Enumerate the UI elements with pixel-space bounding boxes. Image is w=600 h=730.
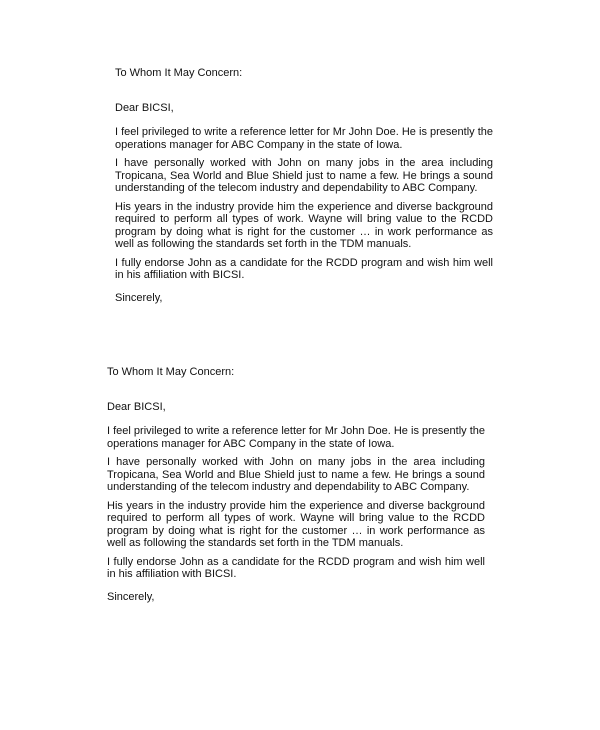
addressee-line: To Whom It May Concern: <box>107 366 235 378</box>
paragraph-endorsement: I fully endorse John as a candidate for the RCDD program and wish him well in his affiliation with BICSI. <box>115 256 493 281</box>
paragraph-introduction: I feel privileged to write a reference letter for Mr John Doe. He is presently the operations manager for ABC Company in the state of Iowa. <box>115 126 493 151</box>
closing-line: Sincerely, <box>115 291 163 304</box>
closing-line: Sincerely, <box>107 590 155 603</box>
paragraph-experience: I have personally worked with John on many jobs in the area including Tropicana, Sea World and Blue Shield just to name a few. He brings a sound understanding of the telecom industry and dependability to ABC Company. <box>107 456 485 493</box>
greeting-line: Dear BICSI, <box>107 400 166 413</box>
paragraph-background: His years in the industry provide him the experience and diverse background required to perform all types of work. Wayne will bring value to the RCDD program by doing what is right for the customer … in work performance as well as following the standards set forth in the TDM manuals. <box>115 200 493 250</box>
paragraph-introduction: I feel privileged to write a reference letter for Mr John Doe. He is presently the operations manager for ABC Company in the state of Iowa. <box>107 425 485 450</box>
paragraph-experience: I have personally worked with John on many jobs in the area including Tropicana, Sea World and Blue Shield just to name a few. He brings a sound understanding of the telecom industry and dependability to ABC Company. <box>115 157 493 194</box>
paragraph-background: His years in the industry provide him the experience and diverse background required to perform all types of work. Wayne will bring value to the RCDD program by doing what is right for the customer … in work performance as well as following the standards set forth in the TDM manuals. <box>107 499 485 549</box>
paragraph-endorsement: I fully endorse John as a candidate for the RCDD program and wish him well in his affiliation with BICSI. <box>107 555 485 580</box>
reference-letter-2 <box>107 366 485 603</box>
addressee-line: To Whom It May Concern: <box>115 67 243 79</box>
greeting-line: Dear BICSI, <box>115 101 174 114</box>
reference-letter-1 <box>115 67 493 304</box>
